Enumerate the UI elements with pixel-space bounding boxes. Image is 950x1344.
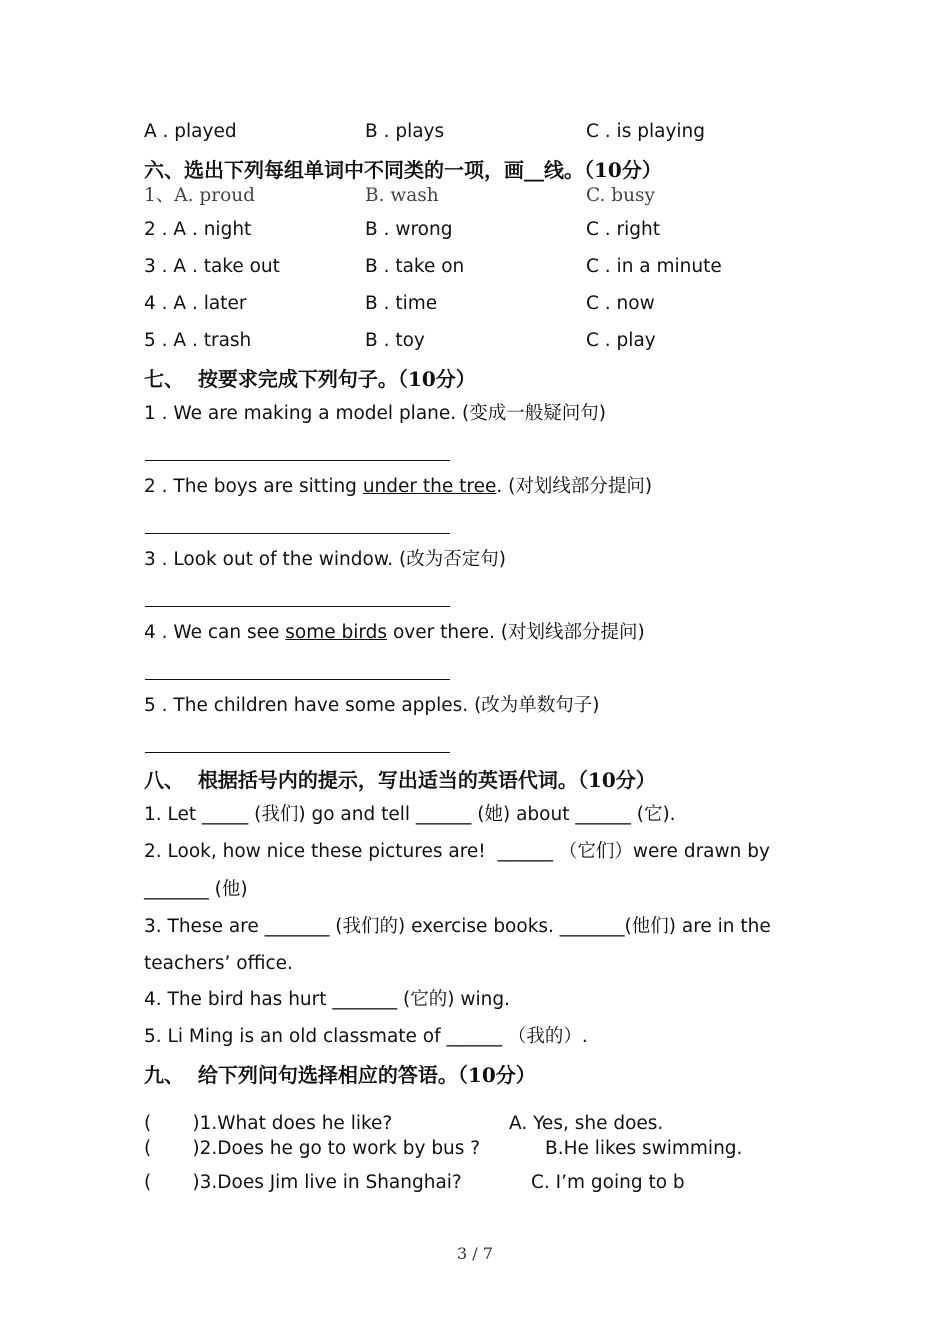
s7-item-4: 4 . We can see some birds over there. (对划线部分提问)	[144, 622, 645, 643]
underlined-phrase: under the tree	[362, 476, 497, 497]
s6-row2-a: 2 . A . night	[144, 219, 252, 240]
s6-row1-a: 1、A. proud	[144, 185, 255, 206]
s7-item-1: 1 . We are making a model plane. (变成一般疑问句)	[144, 403, 606, 424]
s8-line-2: 2. Look, how nice these pictures are! ______ （它们）were drawn by	[144, 841, 770, 862]
s6-row1-c: C. busy	[586, 185, 655, 206]
answer-line-1[interactable]	[145, 460, 450, 461]
s6-row5-b: B . toy	[365, 330, 425, 351]
s6-row2-b: B . wrong	[365, 219, 453, 240]
s8-line-2b: _______ (他)	[144, 879, 248, 900]
s6-row3-b: B . take on	[365, 256, 465, 277]
s6-row4-c: C . now	[586, 293, 655, 314]
s8-line-5: 5. Li Ming is an old classmate of ______ （我的）.	[144, 1026, 588, 1047]
section8-heading: 八、 根据括号内的提示，写出适当的英语代词。（10分）	[144, 768, 656, 792]
answer-line-3[interactable]	[145, 606, 450, 607]
s9-question-3: ( )3.Does Jim live in Shanghai?	[144, 1172, 462, 1193]
option-b: B . plays	[365, 121, 445, 142]
underlined-phrase: some birds	[285, 622, 388, 643]
s9-question-1: ( )1.What does he like?	[144, 1113, 393, 1134]
s9-answer-b: B.He likes swimming.	[545, 1138, 743, 1159]
answer-line-2[interactable]	[145, 533, 450, 534]
s6-row5-c: C . play	[586, 330, 656, 351]
s6-row2-c: C . right	[586, 219, 661, 240]
s6-row5-a: 5 . A . trash	[144, 330, 252, 351]
s6-row4-a: 4 . A . later	[144, 293, 247, 314]
section9-heading: 九、 给下列问句选择相应的答语。（10分）	[144, 1063, 536, 1087]
s7-item-2: 2 . The boys are sitting under the tree. (对划线部分提问)	[144, 476, 653, 497]
s8-line-1: 1. Let _____ (我们) go and tell ______ (她) about ______ (它).	[144, 804, 676, 825]
s8-line-4: 4. The bird has hurt _______ (它的) wing.	[144, 989, 510, 1010]
section7-heading: 七、 按要求完成下列句子。（10分）	[144, 367, 476, 391]
answer-line-5[interactable]	[145, 752, 450, 753]
s9-question-2: ( )2.Does he go to work by bus ?	[144, 1138, 481, 1159]
page-number: 3 / 7	[457, 1244, 493, 1263]
s7-item-3: 3 . Look out of the window. (改为否定句)	[144, 549, 506, 570]
answer-line-4[interactable]	[145, 679, 450, 680]
option-a: A . played	[144, 121, 237, 142]
section6-heading: 六、选出下列每组单词中不同类的一项，画__线。（10分）	[144, 158, 662, 182]
s9-answer-c: C. I’m going to b	[531, 1172, 685, 1193]
s6-row3-c: C . in a minute	[586, 256, 722, 277]
s6-row3-a: 3 . A . take out	[144, 256, 280, 277]
s7-item-5: 5 . The children have some apples. (改为单数句子)	[144, 695, 600, 716]
s8-line-3: 3. These are _______ (我们的) exercise books. _______(他们) are in the	[144, 916, 771, 937]
s8-line-3b: teachers’ office.	[144, 953, 293, 974]
s6-row4-b: B . time	[365, 293, 438, 314]
option-c: C . is playing	[586, 121, 705, 142]
s6-row1-b: B. wash	[365, 185, 439, 206]
s9-answer-a: A. Yes, she does.	[509, 1113, 664, 1134]
